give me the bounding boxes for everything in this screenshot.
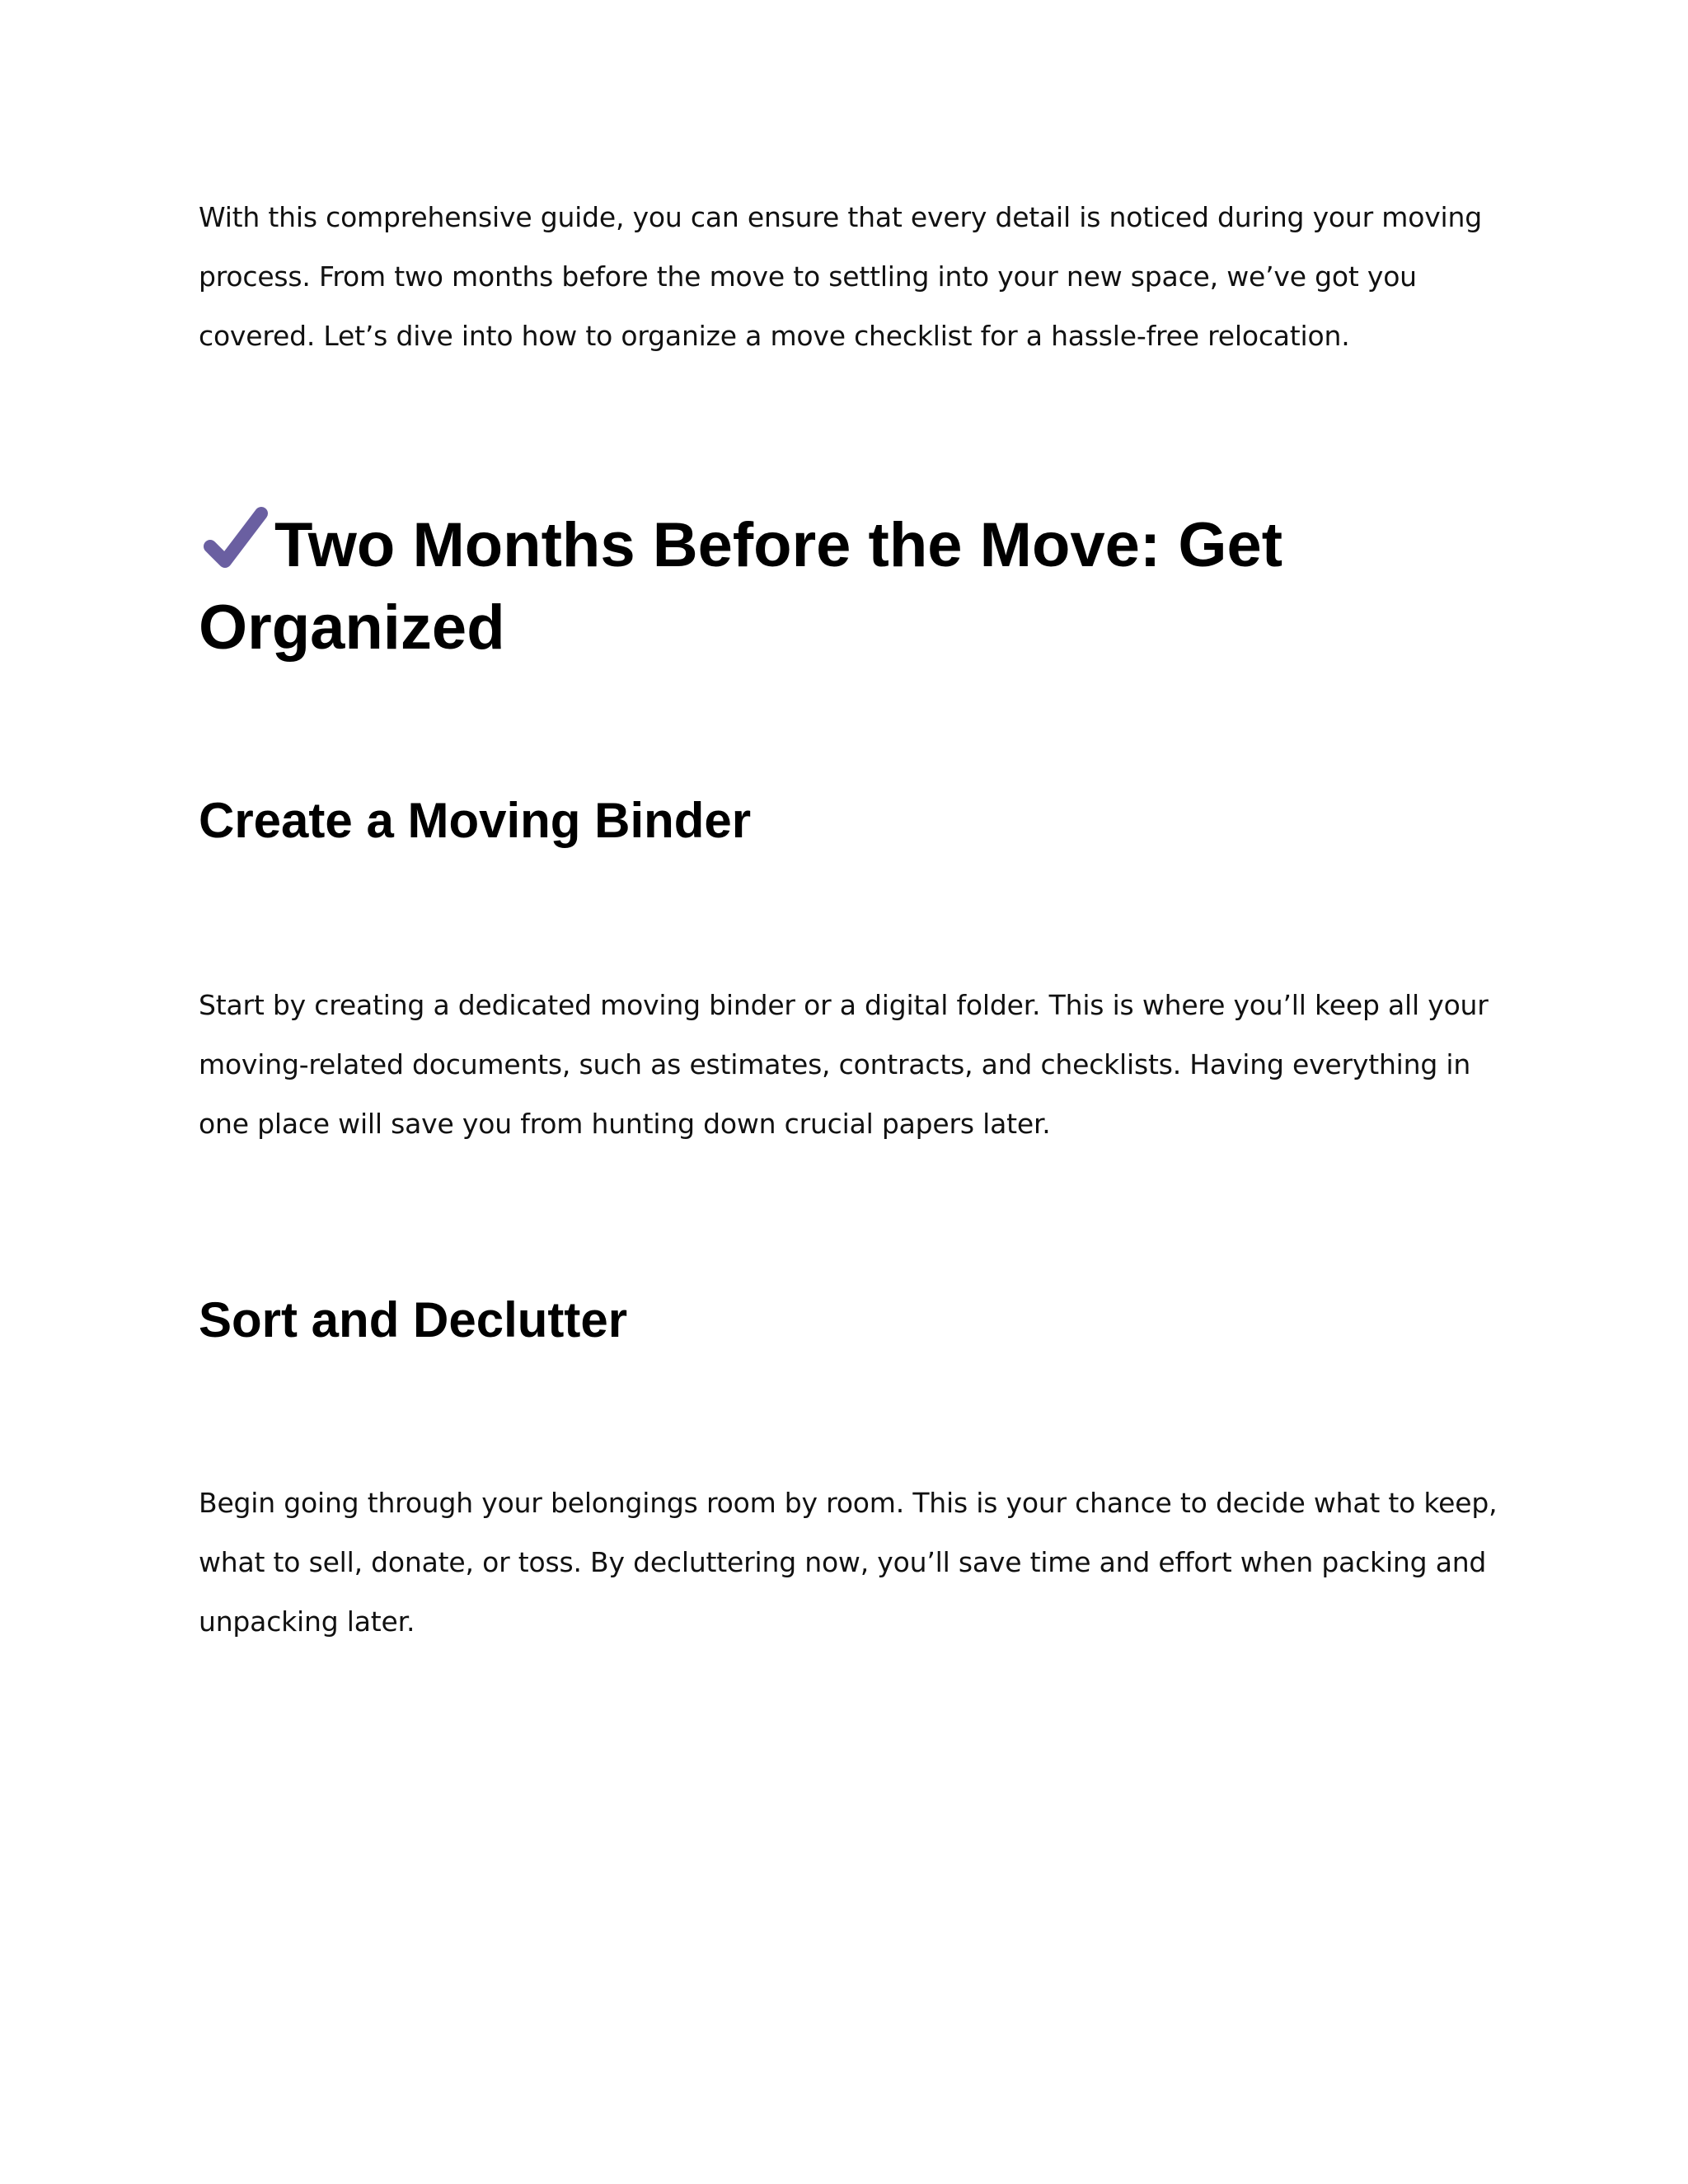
section-title: Two Months Before the Move: Get Organized [199, 510, 1283, 663]
document-content [199, 188, 1517, 1652]
subsection-heading-declutter: Sort and Declutter [199, 1292, 628, 1347]
section-heading [199, 504, 1517, 669]
declutter-paragraph: Begin going through your belongings room by room. This is your chance to decide what to keep, what to sell, donate, or toss. By decluttering now, you’ll save time and effort when packing and unpacking later. [199, 1487, 1498, 1638]
subsection-heading-binder: Create a Moving Binder [199, 793, 752, 848]
heavy-check-mark-icon [199, 505, 270, 571]
intro-paragraph: With this comprehensive guide, you can ensure that every detail is noticed during your moving process. From two months before the move to settling into your new space, we’ve got you covered. Let’s dive into how to organize a move checklist for a hassle-free relocation. [199, 201, 1482, 352]
binder-paragraph: Start by creating a dedicated moving binder or a digital folder. This is where you’ll keep all your moving-related documents, such as estimates, contracts, and checklists. Having everything in one place will save you from hunting down crucial papers later. [199, 989, 1489, 1140]
